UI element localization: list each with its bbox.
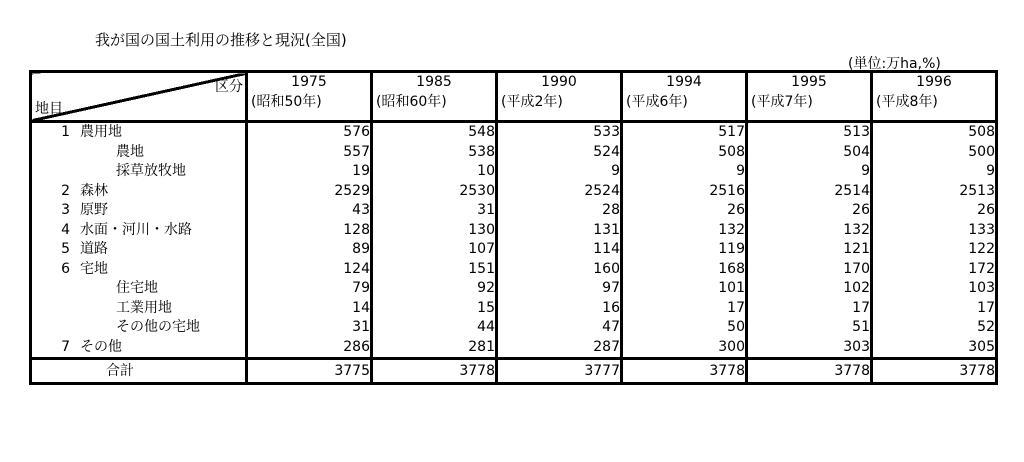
kubun-label: 区分 (215, 79, 243, 95)
column-header (622, 72, 747, 122)
value-cell: 2514 (747, 182, 872, 202)
table-row (31, 299, 997, 319)
row-number: 2 (61, 182, 70, 199)
table-row (31, 260, 997, 280)
row-label: 森林 (80, 182, 108, 199)
value-cell: 26 (872, 201, 997, 221)
value-cell: 9 (747, 162, 872, 182)
column-header (872, 72, 997, 122)
value-cell: 132 (622, 221, 747, 241)
value-cell: 43 (247, 201, 372, 221)
value-cell: 97 (497, 279, 622, 299)
value-cell: 151 (372, 260, 497, 280)
column-year: 1996 (916, 74, 952, 90)
value-cell: 92 (372, 279, 497, 299)
value-cell: 9 (622, 162, 747, 182)
row-label-cell (31, 122, 247, 143)
value-cell: 26 (747, 201, 872, 221)
value-cell: 51 (747, 318, 872, 338)
value-cell: 500 (872, 143, 997, 163)
unit-label: (単位:万ha,%) (848, 56, 941, 72)
column-header (497, 72, 622, 122)
value-cell: 19 (247, 162, 372, 182)
row-number: 7 (61, 338, 70, 355)
value-cell: 10 (372, 162, 497, 182)
total-label: 合計 (31, 359, 247, 384)
value-cell: 103 (872, 279, 997, 299)
value-cell: 538 (372, 143, 497, 163)
value-cell: 47 (497, 318, 622, 338)
table-row (31, 201, 997, 221)
column-era: (平成7年) (751, 94, 813, 110)
value-cell: 286 (247, 338, 372, 359)
value-cell: 508 (872, 122, 997, 143)
column-era: (平成6年) (626, 94, 688, 110)
value-cell: 2530 (372, 182, 497, 202)
column-year: 1985 (416, 74, 452, 90)
row-label-cell (31, 318, 247, 338)
column-era: (昭和50年) (251, 94, 322, 110)
value-cell: 121 (747, 240, 872, 260)
value-cell: 102 (747, 279, 872, 299)
row-number: 4 (61, 221, 70, 238)
column-header (747, 72, 872, 122)
row-label: 道路 (80, 241, 108, 257)
value-cell: 50 (622, 318, 747, 338)
value-cell: 508 (622, 143, 747, 163)
value-cell: 281 (372, 338, 497, 359)
value-cell: 133 (872, 221, 997, 241)
value-cell: 124 (247, 260, 372, 280)
value-cell: 2516 (622, 182, 747, 202)
total-cell: 3778 (872, 359, 997, 384)
value-cell: 31 (372, 201, 497, 221)
value-cell: 533 (497, 122, 622, 143)
value-cell: 28 (497, 201, 622, 221)
value-cell: 2513 (872, 182, 997, 202)
row-label-cell (31, 201, 247, 221)
row-label-cell (31, 182, 247, 202)
total-cell: 3778 (622, 359, 747, 384)
value-cell: 576 (247, 122, 372, 143)
total-cell: 3777 (497, 359, 622, 384)
value-cell: 107 (372, 240, 497, 260)
row-label: 原野 (80, 202, 108, 218)
table-row (31, 221, 997, 241)
row-sublabel: その他の宅地 (116, 319, 200, 335)
table-row (31, 240, 997, 260)
table-row (31, 122, 997, 143)
row-label-cell (31, 338, 247, 359)
row-label-cell (31, 240, 247, 260)
column-header (247, 72, 372, 122)
row-label-cell (31, 279, 247, 299)
row-label-cell (31, 162, 247, 182)
table-row (31, 318, 997, 338)
row-number: 1 (61, 124, 70, 140)
row-label-cell (31, 260, 247, 280)
value-cell: 119 (622, 240, 747, 260)
column-era: (平成2年) (501, 94, 563, 110)
header-row (31, 72, 997, 122)
row-label-cell (31, 299, 247, 319)
land-use-table (29, 70, 998, 385)
column-header (372, 72, 497, 122)
value-cell: 2524 (497, 182, 622, 202)
value-cell: 303 (747, 338, 872, 359)
value-cell: 16 (497, 299, 622, 319)
column-year: 1994 (666, 74, 702, 90)
corner-header-cell (31, 72, 247, 122)
table-row (31, 338, 997, 359)
row-sublabel: 工業用地 (116, 299, 172, 316)
column-era: (昭和60年) (376, 94, 447, 110)
row-label-cell (31, 221, 247, 241)
value-cell: 130 (372, 221, 497, 241)
value-cell: 101 (622, 279, 747, 299)
value-cell: 17 (622, 299, 747, 319)
value-cell: 14 (247, 299, 372, 319)
value-cell: 548 (372, 122, 497, 143)
value-cell: 52 (872, 318, 997, 338)
value-cell: 114 (497, 240, 622, 260)
row-number: 5 (61, 241, 70, 257)
table-row (31, 162, 997, 182)
value-cell: 128 (247, 221, 372, 241)
row-label: 宅地 (80, 260, 108, 277)
chimoku-label: 地目 (35, 101, 63, 117)
value-cell: 26 (622, 201, 747, 221)
row-sublabel: 農地 (116, 143, 144, 160)
table-row (31, 182, 997, 202)
column-year: 1990 (541, 74, 577, 90)
total-cell: 3778 (372, 359, 497, 384)
value-cell: 132 (747, 221, 872, 241)
value-cell: 168 (622, 260, 747, 280)
total-cell: 3778 (747, 359, 872, 384)
total-row (31, 359, 997, 384)
value-cell: 524 (497, 143, 622, 163)
column-era: (平成8年) (876, 94, 938, 110)
value-cell: 170 (747, 260, 872, 280)
value-cell: 287 (497, 338, 622, 359)
row-label: その他 (80, 338, 122, 355)
value-cell: 131 (497, 221, 622, 241)
row-number: 3 (61, 202, 70, 218)
value-cell: 557 (247, 143, 372, 163)
value-cell: 513 (747, 122, 872, 143)
value-cell: 160 (497, 260, 622, 280)
row-sublabel: 採草放牧地 (116, 163, 186, 179)
value-cell: 17 (872, 299, 997, 319)
value-cell: 172 (872, 260, 997, 280)
table-title: 我が国の国土利用の推移と現況(全国) (95, 31, 347, 49)
total-cell: 3775 (247, 359, 372, 384)
value-cell: 15 (372, 299, 497, 319)
row-sublabel: 住宅地 (116, 280, 158, 296)
table-row (31, 279, 997, 299)
column-year: 1995 (791, 74, 827, 90)
value-cell: 44 (372, 318, 497, 338)
value-cell: 122 (872, 240, 997, 260)
row-number: 6 (61, 260, 70, 277)
value-cell: 300 (622, 338, 747, 359)
value-cell: 79 (247, 279, 372, 299)
table-body (31, 122, 997, 359)
value-cell: 9 (872, 162, 997, 182)
value-cell: 504 (747, 143, 872, 163)
value-cell: 305 (872, 338, 997, 359)
value-cell: 31 (247, 318, 372, 338)
row-label-cell (31, 143, 247, 163)
column-year: 1975 (291, 74, 327, 90)
row-label: 農用地 (80, 124, 122, 140)
value-cell: 9 (497, 162, 622, 182)
table-row (31, 143, 997, 163)
value-cell: 17 (747, 299, 872, 319)
value-cell: 2529 (247, 182, 372, 202)
row-label: 水面・河川・水路 (80, 221, 192, 238)
value-cell: 517 (622, 122, 747, 143)
value-cell: 89 (247, 240, 372, 260)
